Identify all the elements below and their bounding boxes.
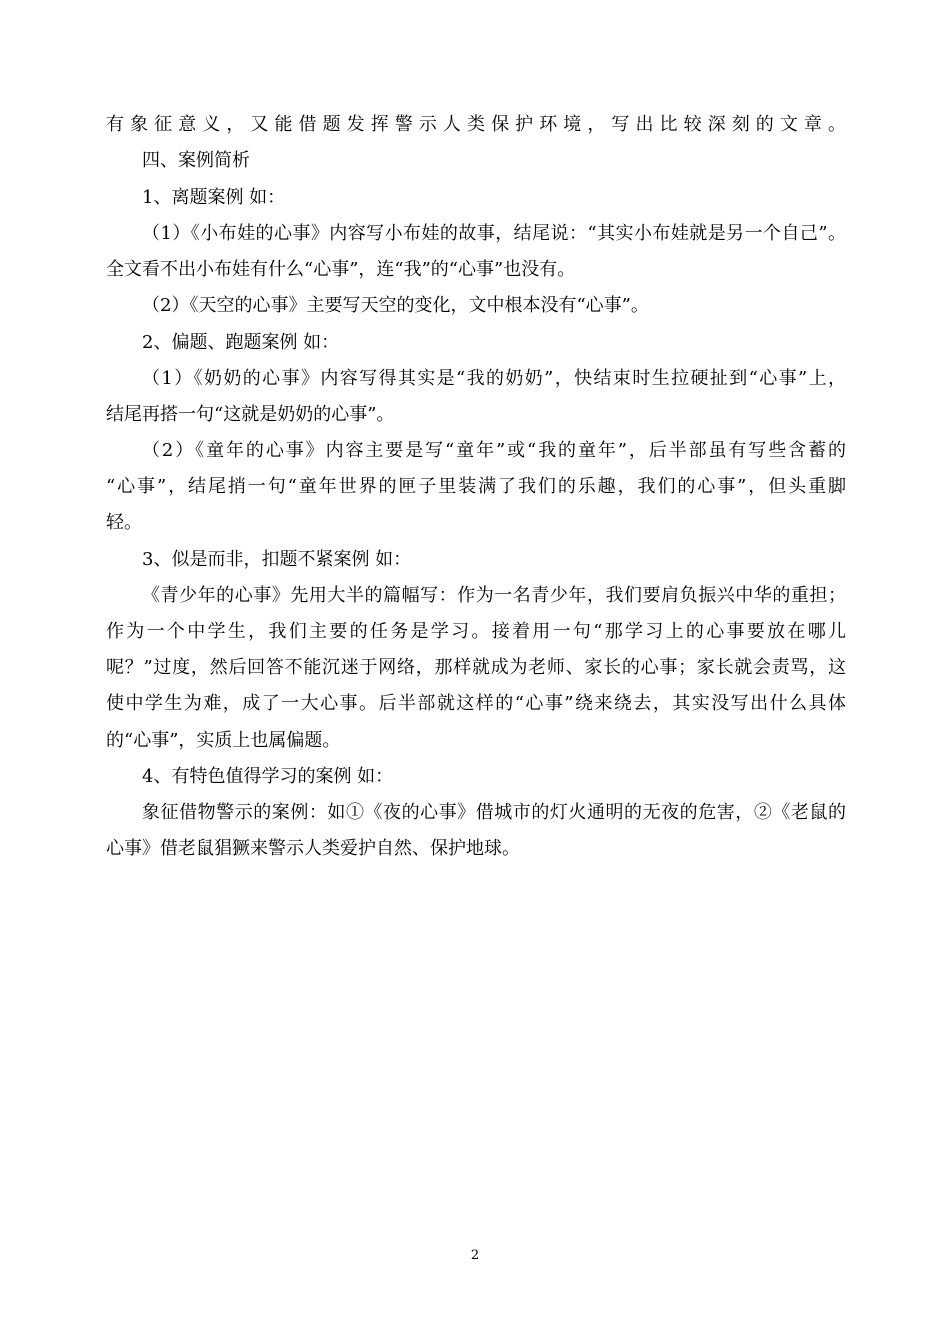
subsection-heading: 1、离题案例 如：	[142, 187, 286, 208]
paragraph-line: 结尾再搭一句“这就是奶奶的心事”。	[106, 404, 395, 425]
paragraph-line: 作为一个中学生，我们主要的任务是学习。接着用一句“那学习上的心事要放在哪儿	[106, 621, 846, 642]
subsection-heading: 4、有特色值得学习的案例 如：	[142, 766, 394, 787]
paragraph-line: 心事》借老鼠猖獗来警示人类爱护自然、保护地球。	[106, 838, 520, 859]
paragraph-line: 使中学生为难，成了一大心事。后半部就这样的“心事”绕来绕去，其实没写出什么具体	[106, 693, 846, 714]
paragraph-line: （2）《天空的心事》主要写天空的变化，文中根本没有“心事”。	[142, 295, 649, 316]
page-number: 2	[470, 1248, 480, 1263]
paragraph-line: 的“心事”，实质上也属偏题。	[106, 730, 341, 751]
paragraph-line: 有象征意义，又能借题发挥警示人类保护环境，写出比较深刻的文章。	[106, 114, 846, 135]
paragraph-line: “心事”，结尾捎一句“童年世界的匣子里装满了我们的乐趣，我们的心事”，但头重脚	[106, 476, 846, 497]
subsection-heading: 3、似是而非，扣题不紧案例 如：	[142, 549, 412, 570]
section-heading: 四、案例简析	[142, 150, 250, 171]
paragraph-line: 象征借物警示的案例：如①《夜的心事》借城市的灯火通明的无夜的危害，②《老鼠的	[142, 802, 846, 823]
paragraph-line: 轻。	[106, 512, 142, 533]
paragraph-line: （1）《奶奶的心事》内容写得其实是“我的奶奶”，快结束时生拉硬扯到“心事”上，	[142, 368, 846, 389]
subsection-heading: 2、偏题、跑题案例 如：	[142, 332, 340, 353]
paragraph-line: 全文看不出小布娃有什么“心事”，连“我”的“心事”也没有。	[106, 259, 576, 280]
paragraph-line: （1）《小布娃的心事》内容写小布娃的故事，结尾说：“其实小布娃就是另一个自己”。	[142, 223, 846, 244]
paragraph-line: 呢？”过度，然后回答不能沉迷于网络，那样就成为老师、家长的心事；家长就会责骂，这	[106, 657, 846, 678]
paragraph-line: 《青少年的心事》先用大半的篇幅写：作为一名青少年，我们要肩负振兴中华的重担；	[142, 585, 846, 606]
paragraph-line: （2）《童年的心事》内容主要是写“童年”或“我的童年”，后半部虽有写些含蓄的	[142, 440, 846, 461]
